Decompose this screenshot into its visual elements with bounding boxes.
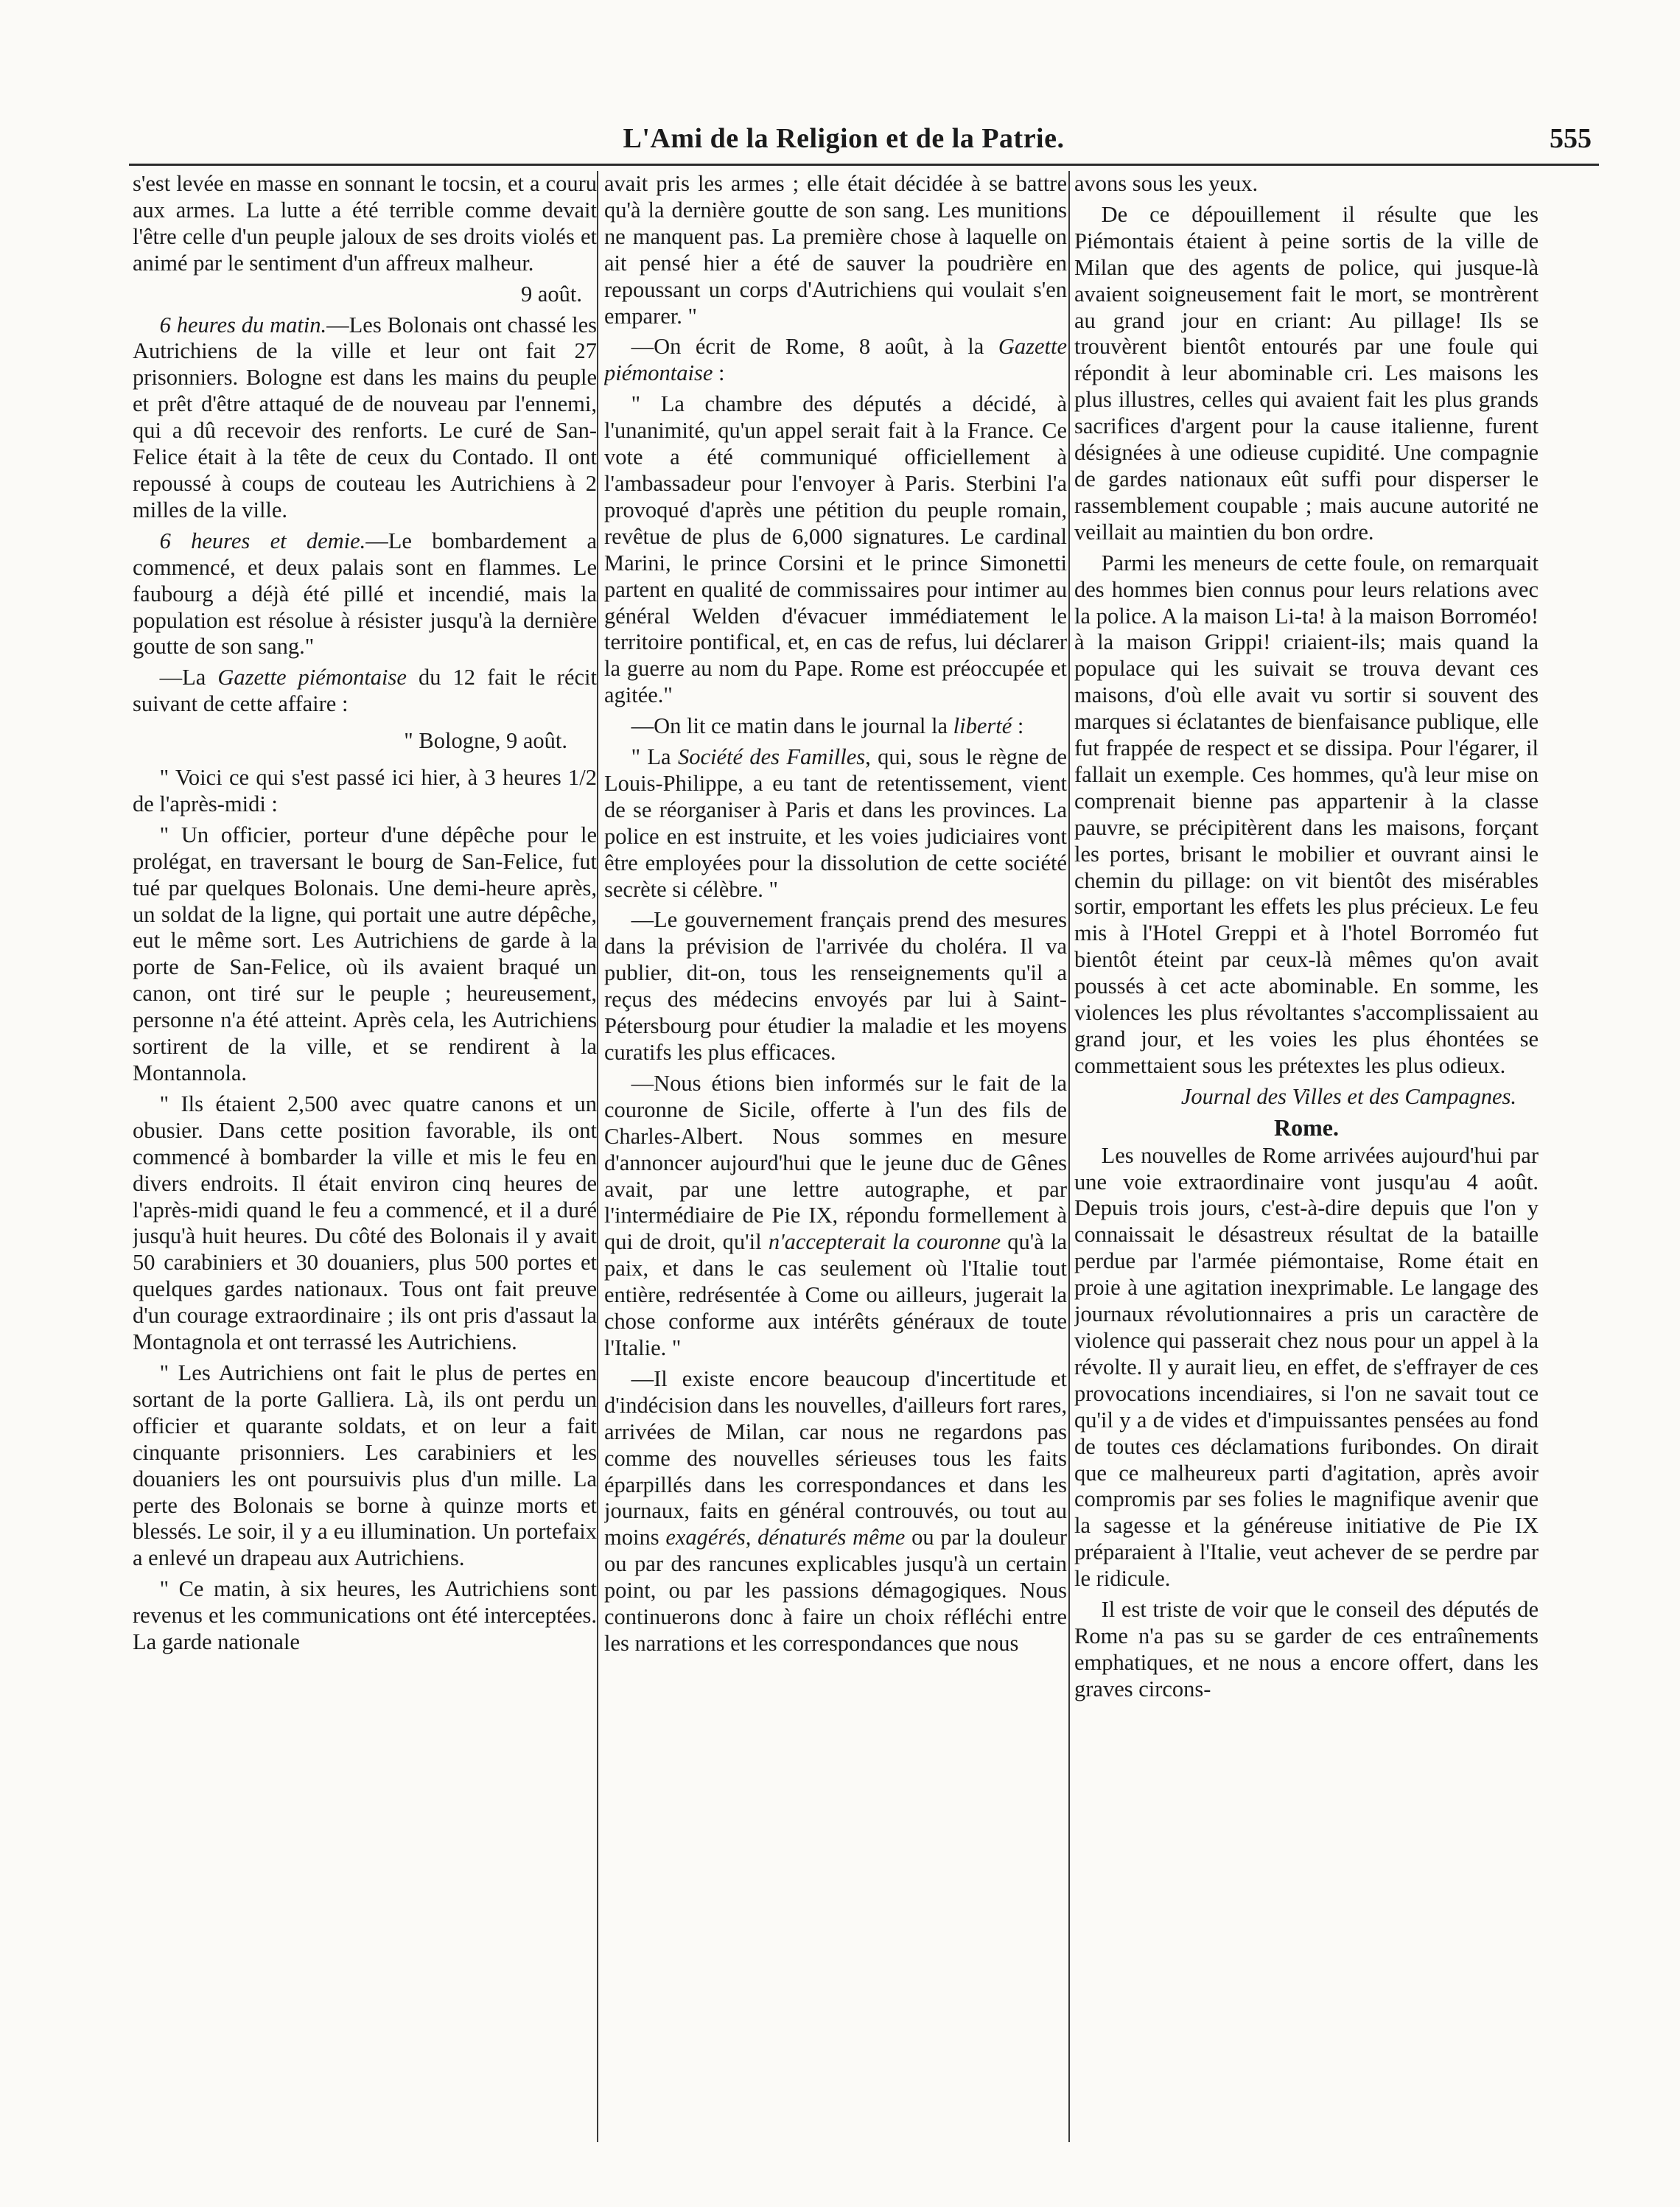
date-line: 9 août. — [520, 281, 582, 307]
paragraph-text: , qui, sous le règne de Louis-Philippe, a eu tant de retentissement, vient de se réorganiser à Paris et dans les provinces. La police en est instruite, et les voies judiciaires vont être employées pour la dissolution de cette société secrète si célèbre. " — [604, 744, 1067, 902]
paragraph: " Voici ce qui s'est passé ici hier, à 3 heures 1/2 de l'après-midi : — [133, 765, 597, 816]
paragraph: avait pris les armes ; elle était décidée à se battre qu'à la dernière goutte de son sang. Les munitions ne manquent pas. La première chose à laquelle on ait pensé hier a été de sauver la poudrière en repoussant un corps d'Autrichiens qui voulait s'en emparer. " — [604, 171, 1067, 329]
paragraph-text: " La — [631, 744, 678, 770]
paragraph: De ce dépouillement il résulte que les Piémontais étaient à peine sortis de la ville de Milan que des agents de police, qui jusque-là avaient soigneusement fait le mort, se montrèrent au grand jour en criant: Au pillage! Ils se trouvèrent bientôt entourés par une foule qui répondit à leur abominable cri. Les maisons les plus illustres, celles qui avaient fait les plus grands sacrifices d'argent pour la cause italienne, furent désignées à une odieuse cupidité. Une compagnie de gardes nationaux eût suffi pour disperser le rassemblement coupable ; mais aucune autorité ne veillait au maintien du bon ordre. — [1074, 201, 1539, 545]
column-3 — [1074, 171, 1539, 2146]
paragraph: " Un officier, porteur d'une dépêche pour le prolégat, en traversant le bourg de San-Felice, fut tué par quelques Bolonais. Une demi-heure après, un soldat de la ligne, qui portait une autre dépêche, eut le même sort. Les Autrichiens de garde à la porte de San-Felice, où ils avaient braqué un canon, ont tiré sur le peuple ; heureusement, personne n'a été atteint. Après cela, les Autrichiens sortirent de la ville, et se rendirent à la Montannola. — [133, 822, 597, 1085]
paragraph-text: —On écrit de Rome, 8 août, à la — [631, 334, 998, 360]
dateline: " Bologne, 9 août. — [404, 728, 567, 754]
newspaper-name: Gazette piémontaise — [604, 334, 1067, 386]
paragraph — [604, 713, 1067, 740]
paragraph: " Ce matin, à six heures, les Autrichiens sont revenus et les communications ont été interceptées. La garde nationale — [133, 1576, 597, 1655]
newspaper-name: Gazette piémontaise — [217, 665, 407, 690]
paragraph-text: : — [1012, 713, 1024, 739]
paragraph: s'est levée en masse en sonnant le tocsin, et a couru aux armes. La lutte a été terrible comme devait l'être celle d'un peuple jaloux de ses droits violés et animé par le sentiment d'un affreux malheur. — [133, 171, 597, 276]
header-rule — [129, 164, 1599, 166]
paragraph: Les nouvelles de Rome arrivées aujourd'hui par une voie extraordinaire vont jusqu'au 4 août. Depuis trois jours, c'est-à-dire depuis que l'on y connaissait le désastreux résultat de la bataille perdue par l'armée piémontaise, Rome était en proie à une agitation inexprimable. Le langage des journaux révolutionnaires a pris un caractère de violence qui passerait chez nous pour un appel à la révolte. Il y aurait lieu, en effet, de s'effrayer de ces provocations incendiaires, si l'on ne savait tout ce qu'il y a de vides et d'impuissantes pensées au fond de toutes ces déclamations furibondes. On dirait que ce malheureux parti d'agitation, après avoir compromis par ses folies le magnifique avenir que la sagesse et la généreuse initiative de Pie IX préparaient à l'Italie, veut achever de se perdre par le ridicule. — [1074, 1142, 1539, 1592]
paragraph: avons sous les yeux. — [1074, 171, 1259, 196]
paragraph-text: —Le bombardement a commencé, et deux palais sont en flammes. Le faubourg a déjà été pillé et incendié, mais la population est résolue à résister jusqu'à la dernière goutte de son sang." — [133, 528, 597, 660]
paragraph: Parmi les meneurs de cette foule, on remarquait des hommes bien connus pour leurs relations avec la police. A la maison Li-ta! à la maison Borroméo! à la maison Grippi! criaient-ils; mais quand la populace qui les suivait se trouva devant ces maisons, d'où elle avait vu sortir si souvent des marques si éclatantes de bienfaisance publique, elle fut frappée de respect et se dissipa. Pour l'égarer, il fallait un exemple. Ces hommes, qu'à leur mise on comprenait bienne pas appartenir à la classe pauvre, se précipitèrent dans les maisons, forçant les portes, brisant le mobilier et ouvrant ainsi le chemin du pillage: on vit bientôt des misérables sortir, emportant les effets les plus précieux. Le feu mis à l'Hotel Greppi et à l'hotel Borroméo fut bientôt éteint par ceux-là mêmes qu'on avait poussés à cet acte abominable. En somme, les violences les plus révoltantes s'accomplissaient au grand jour, et les voies les plus éhontées se commettaient sous les prétextes les plus odieux. — [1074, 550, 1539, 1078]
page-number: 555 — [1550, 123, 1592, 154]
source-attribution: Journal des Villes et des Campagnes. — [1180, 1083, 1516, 1109]
section-heading-rome: Rome. — [1274, 1113, 1339, 1141]
paragraph-text: ou par la douleur ou par des rancunes explicables jusqu'à un certain point, ou par les passions démagogiques. Nous continuerons donc à faire un choix réfléchi entre les narrations et les correspondances que nous — [604, 1525, 1067, 1656]
paragraph — [133, 528, 597, 661]
paragraph — [604, 744, 1067, 903]
society-name: Société des Familles — [677, 744, 866, 770]
page-header — [96, 116, 1592, 168]
column-divider — [1068, 171, 1070, 2142]
time-label: 6 heures du matin. — [159, 312, 327, 337]
column-divider — [597, 171, 598, 2142]
column-2 — [604, 171, 1067, 2146]
paragraph-text: —On lit ce matin dans le journal la — [631, 713, 953, 739]
time-label: 6 heures et demie. — [159, 528, 366, 553]
paragraph-text: —La — [159, 665, 218, 690]
paragraph — [604, 334, 1067, 387]
paragraph — [604, 1366, 1067, 1657]
paragraph-text: —Nous étions bien informés sur le fait de la couronne de Sicile, offerte à l'un des fils de Charles-Albert. Nous sommes en mesure d'annoncer aujourd'hui que le jeune duc de Gênes avait, par une lettre autographe, et par l'intermédiaire de Pie IX, répondu formellement à qui de droit, qu'il — [604, 1070, 1067, 1255]
paragraph-text: qu'à la paix, et dans le cas seulement où l'Italie tout entière, redrésentée à Come ou ailleurs, jugerait la chose conforme aux intérêts généraux de toute l'Italie. " — [604, 1229, 1067, 1360]
column-1 — [133, 171, 597, 2146]
emphasis: n'accepterait la couronne — [768, 1229, 1001, 1255]
newspaper-name: liberté — [953, 713, 1012, 739]
paragraph — [604, 1071, 1067, 1362]
paragraph-text: —Les Bolonais ont chassé les Autrichiens de la ville et leur ont fait 27 prisonniers. Bologne est dans les mains du peuple et prêt d'être attaqué de de nouveau par l'ennemi, qui a dû recevoir des renforts. Le curé de San-Felice était à la tête de ceux du Contado. Il ont repoussé à coups de couteau les Autrichiens à 2 milles de la ville. — [133, 312, 597, 522]
paragraph: —Le gouvernement français prend des mesures dans la prévision de l'arrivée du choléra. Il va publier, dit-on, tous les renseignements qu'il a reçus des médecins envoyés par lui à Saint-Pétersbourg pour étudier la maladie et les moyens curatifs les plus efficaces. — [604, 907, 1067, 1065]
paragraph: " Ils étaient 2,500 avec quatre canons et un obusier. Dans cette position favorable, ils ont commencé à bombarder la ville et mis le feu en divers endroits. Il était environ cinq heures de l'après-midi quand le feu a commencé, et il a duré jusqu'à huit heures. Du côté des Bolonais il y avait 50 carabiniers et 30 douaniers, plus 500 portes et quelques gardes nationaux. Tous ont fait preuve d'un courage extraordinaire ; ils ont pris d'assaut la Montagnola et ont terrassé les Autrichiens. — [133, 1091, 597, 1355]
paragraph: " Les Autrichiens ont fait le plus de pertes en sortant de la porte Galliera. Là, ils ont perdu un officier et quarante soldats, et on leur a fait cinquante prisonniers. Les carabiniers et les douaniers les ont poursuivis plus d'un mille. La perte des Bolonais se borne à quinze morts et blessés. Le soir, il y a eu illumination. Un portefaix a enlevé un drapeau aux Autrichiens. — [133, 1360, 597, 1571]
paragraph-text: : — [713, 360, 725, 386]
paragraph — [133, 312, 597, 524]
paragraph-text: —Il existe encore beaucoup d'incertitude et d'indécision dans les nouvelles, d'ailleurs fort rares, arrivées de Milan, car nous ne regardons pas comme des nouvelles sérieuses tous les faits éparpillés dans les correspondances et dans les journaux, faits en général controuvés, ou tout au moins — [604, 1365, 1067, 1550]
running-title: L'Ami de la Religion et de la Patrie. — [623, 123, 1065, 154]
paragraph: " La chambre des députés a décidé, à l'unanimité, qu'un appel serait fait à la France. Ce vote a été communiqué officiellement à l'ambassadeur pour l'envoyer à Paris. Sterbini l'a provoqué d'après une pétition du peuple romain, revêtue de plus de 6,000 signatures. Le cardinal Marini, le prince Corsini et le prince Simonetti partent en qualité de commissaires pour intimer au général Welden d'évacuer immédiatement le territoire pontifical, et, en cas de refus, lui déclarer la guerre au nom du Pape. Rome est préoccupée et agitée." — [604, 391, 1067, 708]
paragraph: Il est triste de voir que le conseil des députés de Rome n'a pas su se garder de ces entraînements emphatiques, et ne nous a encore offert, dans les graves circons- — [1074, 1597, 1539, 1701]
paragraph — [133, 665, 597, 718]
emphasis: exagérés, dénaturés même — [665, 1525, 906, 1550]
paragraph-text: du 12 fait le récit suivant de cette affaire : — [133, 665, 597, 717]
